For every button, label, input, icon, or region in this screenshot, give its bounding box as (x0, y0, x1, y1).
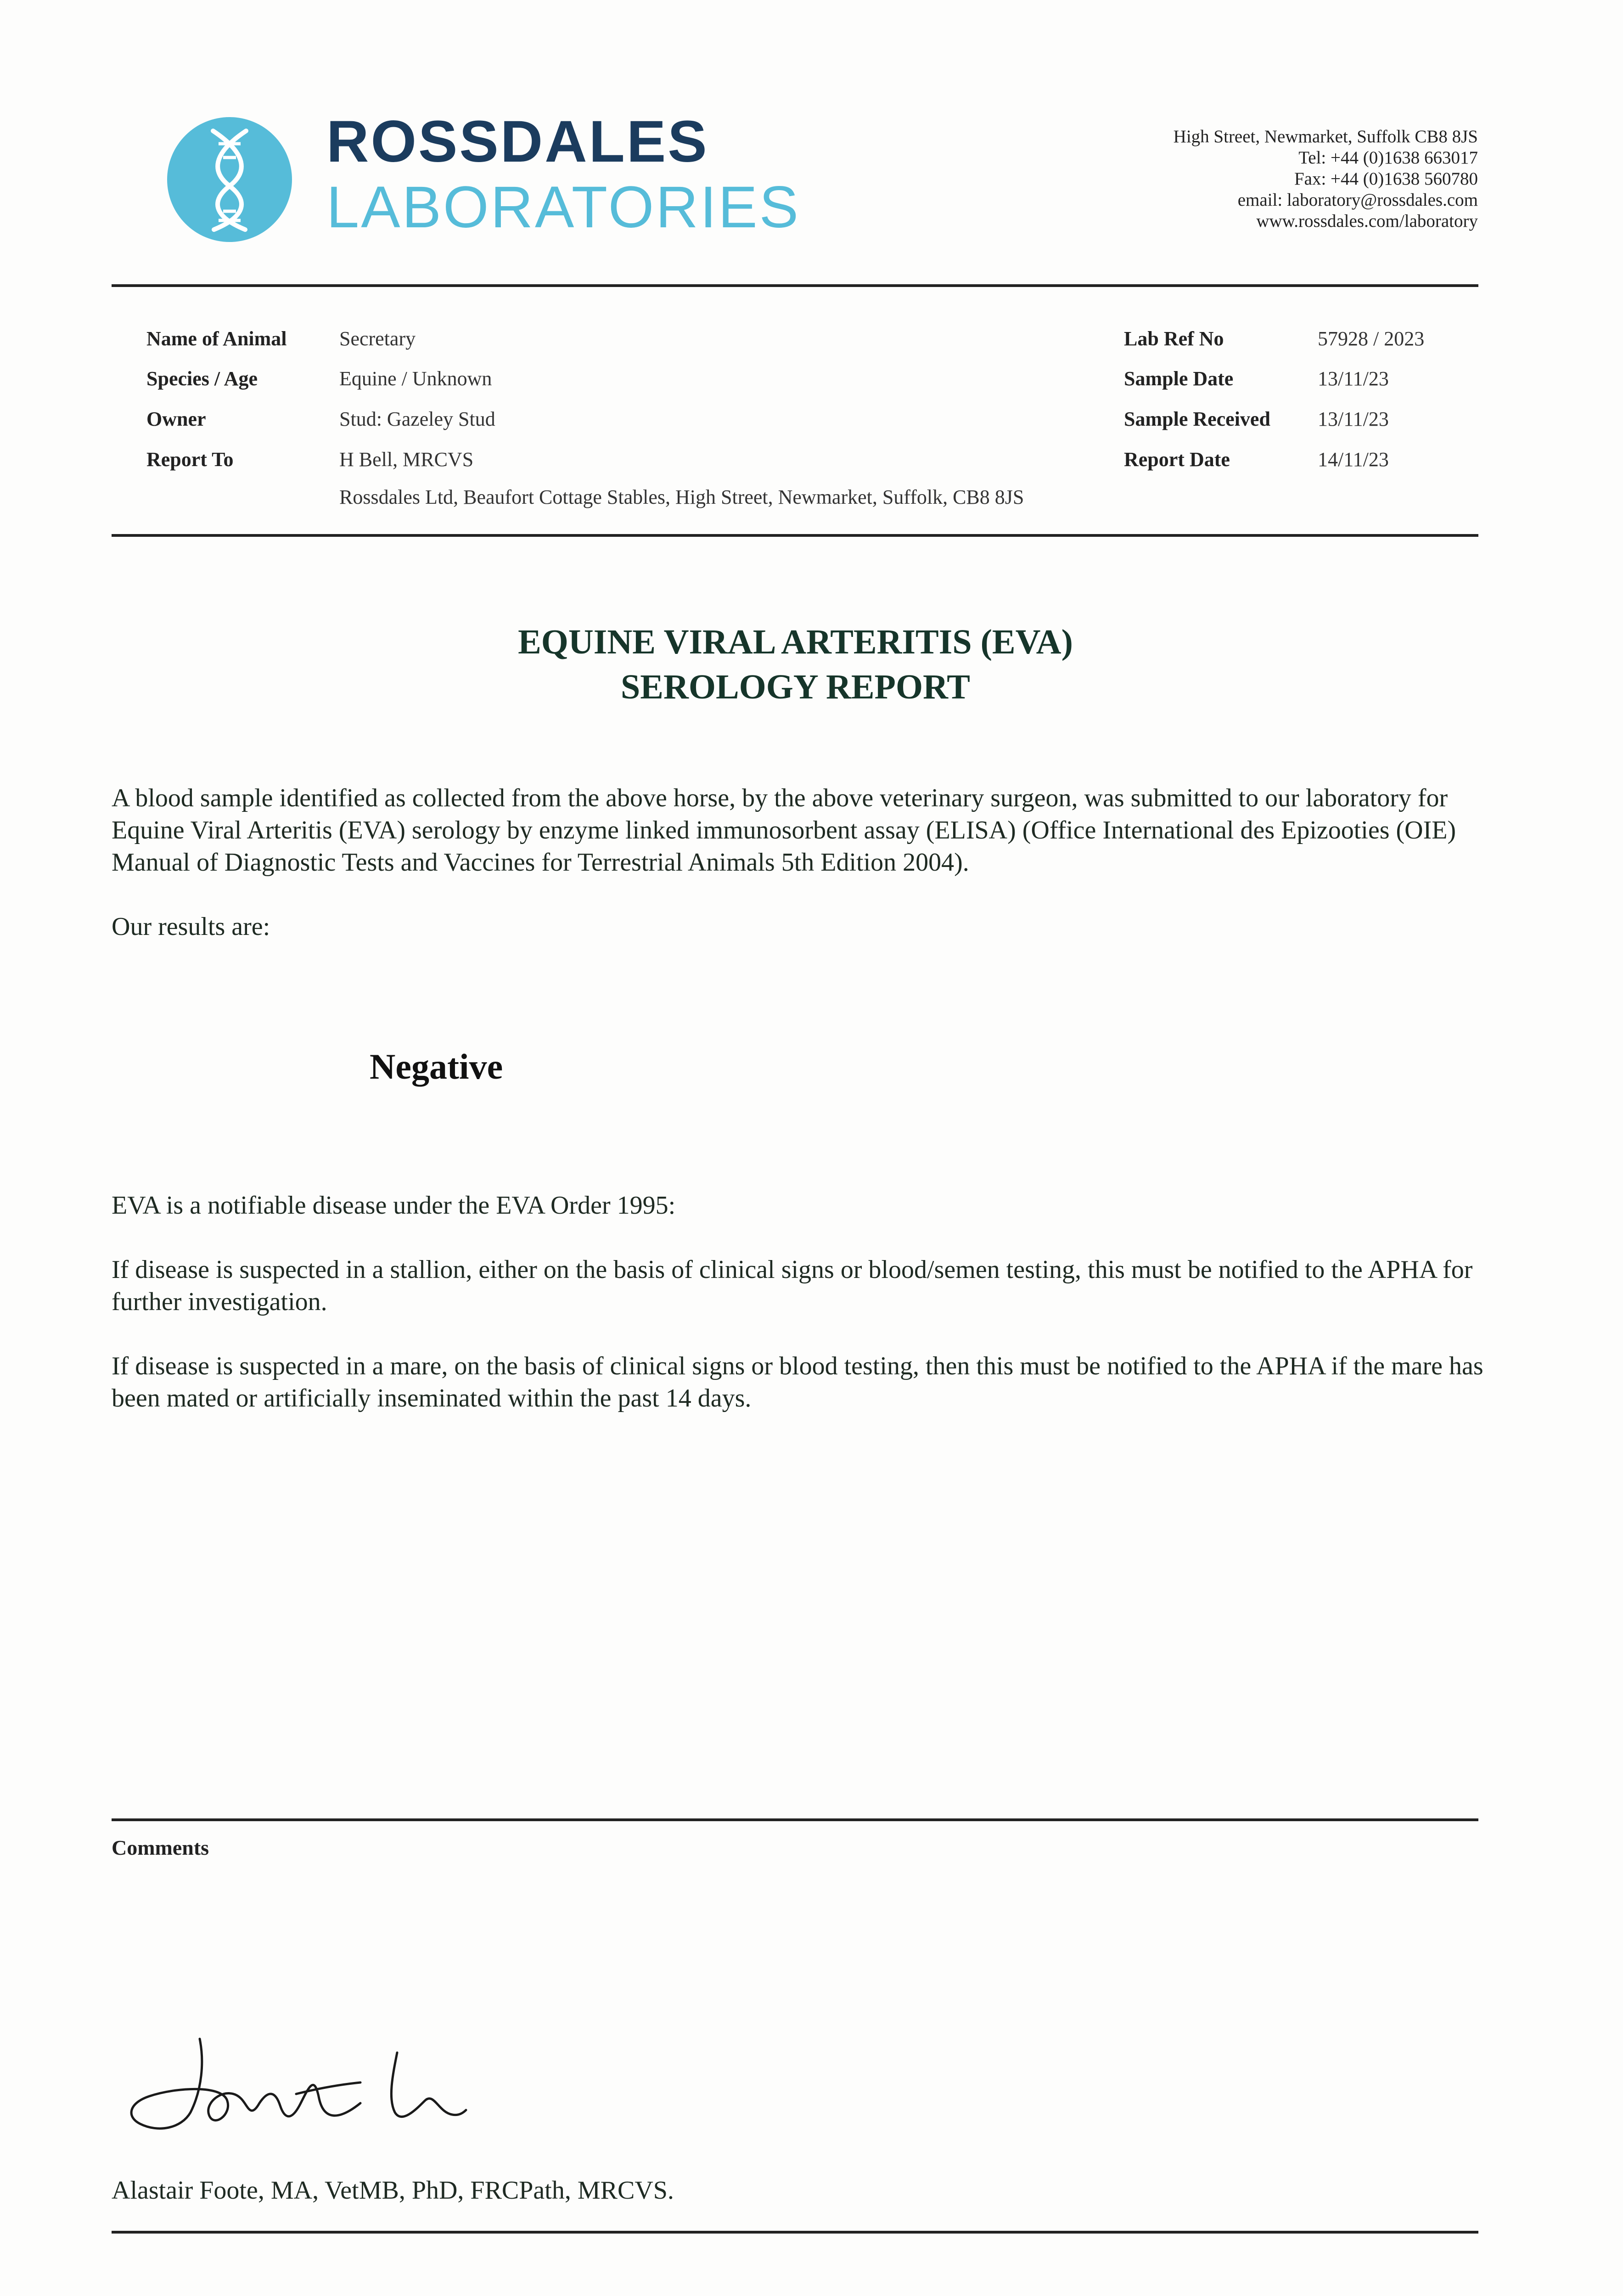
detail-sample-received (1124, 407, 1270, 431)
detail-value: 14/11/23 (1318, 448, 1389, 471)
detail-value-wrap (1318, 407, 1389, 431)
report-title-line2: SEROLOGY REPORT (621, 668, 970, 706)
detail-value-wrap (1318, 448, 1389, 471)
detail-name-of-animal (146, 327, 287, 350)
contact-tel: Tel: +44 (0)1638 663017 (1298, 148, 1478, 168)
detail-value: 57928 / 2023 (1318, 327, 1425, 350)
divider-comments (112, 1818, 1478, 1821)
contact-fax: Fax: +44 (0)1638 560780 (1294, 169, 1478, 189)
report-to-address: Rossdales Ltd, Beaufort Cottage Stables, High Street, Newmarket, Suffolk, CB8 8JS (339, 486, 1024, 508)
contact-block (1174, 126, 1478, 232)
stallion-paragraph: If disease is suspected in a stallion, either on the basis of clinical signs or blood/semen testing, this must be notified to the APHA for further investigation. (112, 1255, 1473, 1316)
divider-bottom (112, 2231, 1478, 2234)
detail-report-to (146, 448, 233, 471)
intro-paragraph: A blood sample identified as collected from the above horse, by the above veterinary surgeon, was submitted to our laboratory for Equine Viral Arteritis (EVA) serology by enzyme linked immunosorbent assay (ELISA) (Office International des Epizooties (OIE) Manual of Diagnostic Tests and Vaccines for Terrestrial Animals 5th Edition 2004). (112, 784, 1456, 877)
report-title-line1: EQUINE VIRAL ARTERITIS (EVA) (518, 623, 1073, 661)
detail-value-wrap (339, 367, 492, 390)
contact-email: email: laboratory@rossdales.com (1237, 190, 1478, 210)
detail-sample-date (1124, 367, 1233, 390)
detail-label: Report To (146, 448, 234, 471)
detail-value: H Bell, MRCVS (339, 448, 474, 471)
detail-value: Stud: Gazeley Stud (339, 408, 495, 430)
detail-label: Sample Received (1124, 408, 1270, 430)
notifiable-paragraph: EVA is a notifiable disease under the EVA Order 1995: (112, 1191, 676, 1220)
divider-details (112, 534, 1478, 537)
divider-top (112, 284, 1478, 287)
contact-address: High Street, Newmarket, Suffolk CB8 8JS (1173, 127, 1478, 146)
contact-website: www.rossdales.com/laboratory (1256, 211, 1478, 231)
detail-value-wrap (339, 448, 473, 471)
detail-value: 13/11/23 (1318, 408, 1389, 430)
detail-value-wrap (339, 407, 495, 431)
detail-value-wrap (1318, 367, 1389, 390)
detail-owner (146, 407, 206, 431)
detail-report-date (1124, 448, 1230, 471)
brand-name-line2: LABORATORIES (326, 174, 800, 240)
report-to-address-wrap (339, 485, 1024, 509)
detail-label: Sample Date (1124, 367, 1234, 390)
signature-image (122, 2034, 471, 2144)
detail-value-wrap (339, 327, 416, 350)
results-intro: Our results are: (112, 912, 270, 941)
detail-species-age (146, 367, 258, 390)
detail-label: Report Date (1124, 448, 1230, 471)
detail-lab-ref (1124, 327, 1224, 350)
detail-value: Equine / Unknown (339, 367, 492, 390)
result-value: Negative (370, 1047, 503, 1086)
detail-value: Secretary (339, 327, 416, 350)
detail-label: Name of Animal (146, 327, 287, 350)
detail-value: 13/11/23 (1318, 367, 1389, 390)
comments-label: Comments (112, 1836, 209, 1859)
detail-label: Owner (146, 408, 206, 430)
brand-name-line1: ROSSDALES (326, 109, 709, 174)
detail-value-wrap (1318, 327, 1424, 350)
detail-label: Species / Age (146, 367, 258, 390)
detail-label: Lab Ref No (1124, 327, 1224, 350)
mare-paragraph: If disease is suspected in a mare, on the basis of clinical signs or blood testing, then this must be notified to the APHA if the mare has been mated or artificially inseminated within the past 14 days. (112, 1352, 1483, 1412)
signatory-name: Alastair Foote, MA, VetMB, PhD, FRCPath, MRCVS. (112, 2176, 674, 2205)
logo-dna-icon (167, 117, 292, 242)
